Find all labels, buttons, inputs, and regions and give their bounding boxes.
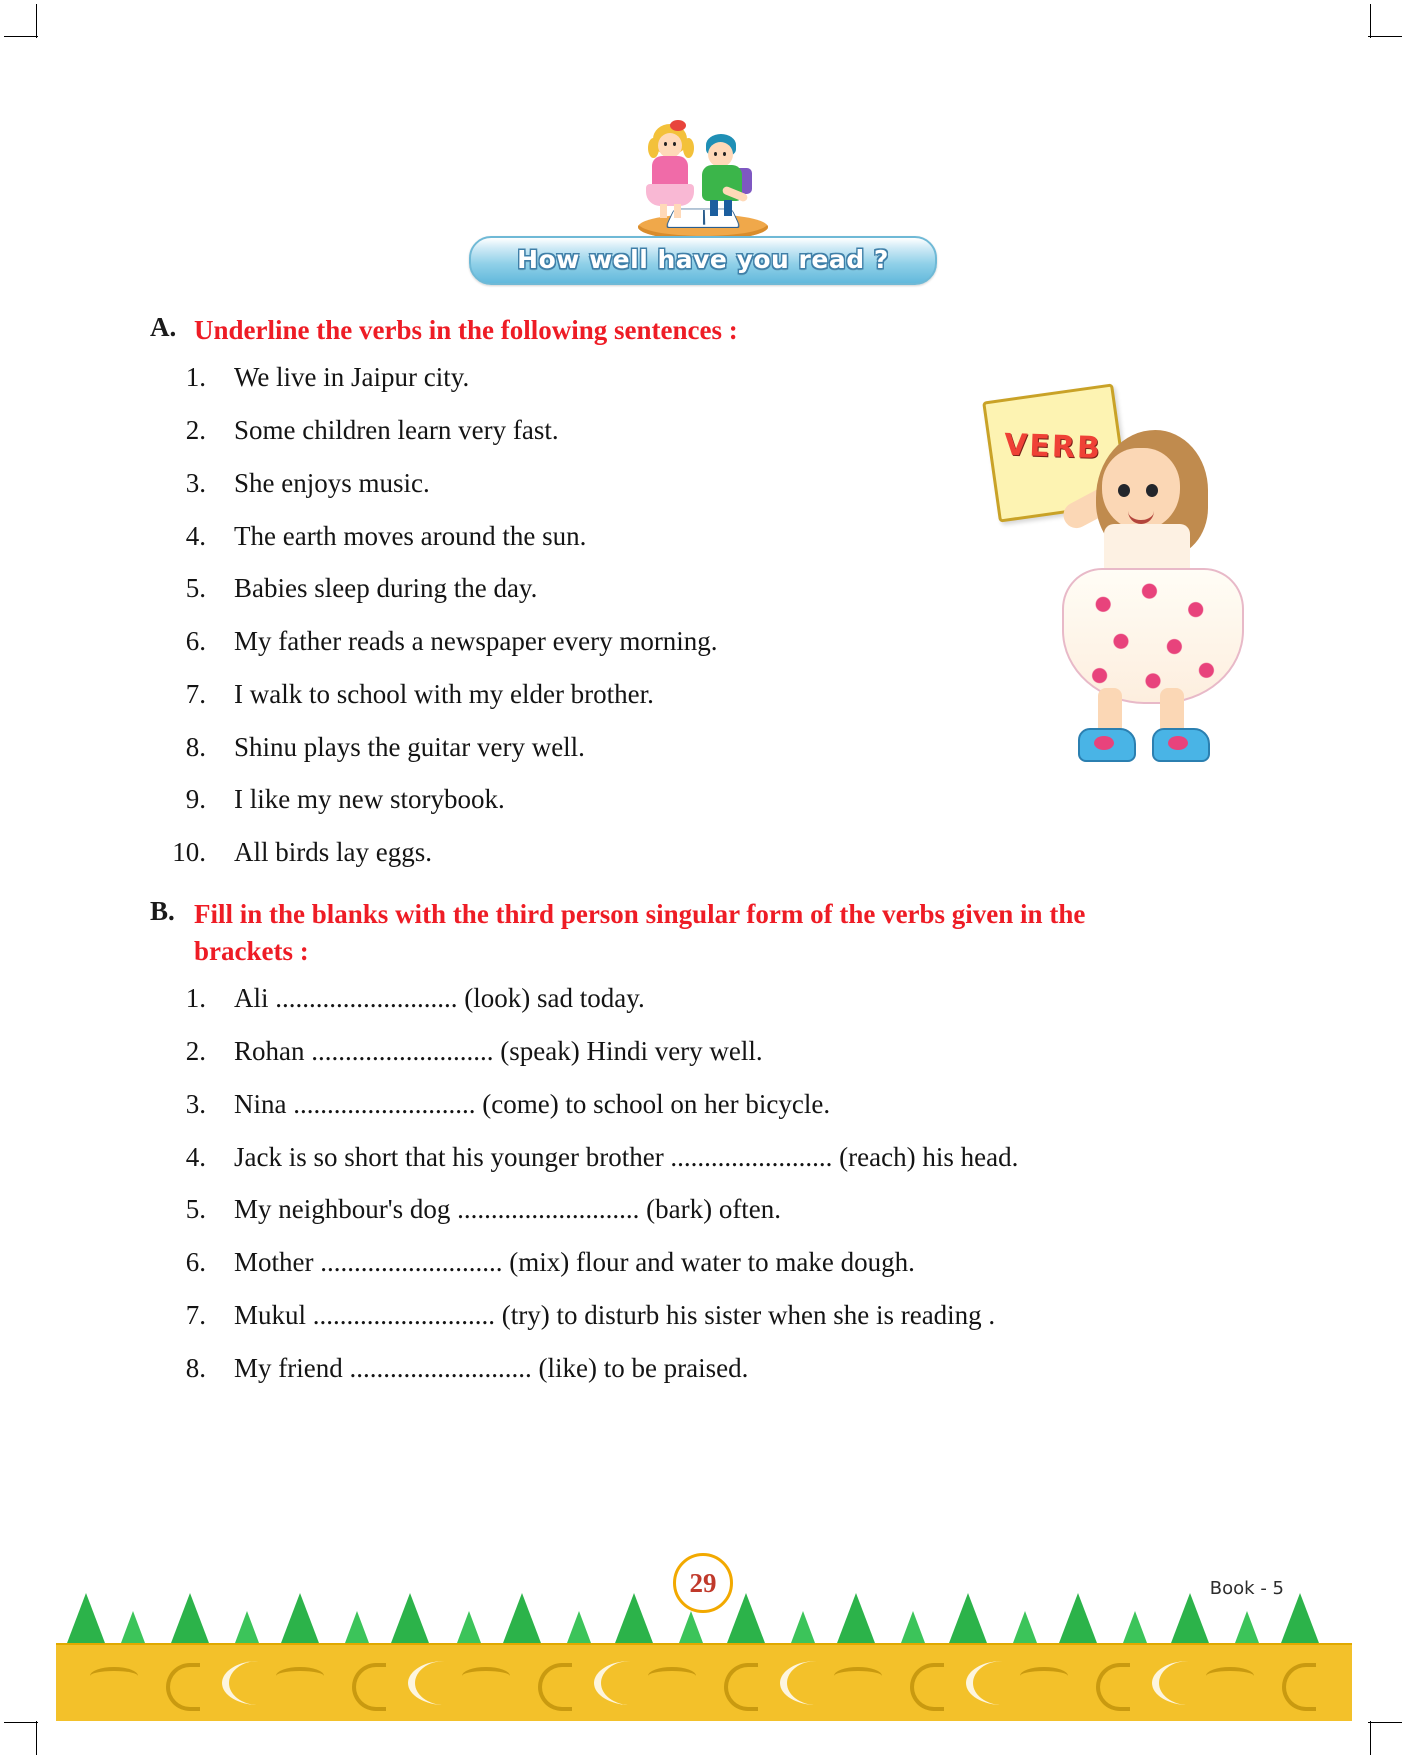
list-item [150, 520, 1260, 554]
item-text: My neighbour's dog ........................... (bark) often. [234, 1194, 782, 1225]
item-text: Shinu plays the guitar very well. [234, 731, 585, 762]
item-number: 4. [185, 520, 206, 551]
list-item [150, 1352, 1260, 1386]
item-text: Some children learn very fast. [234, 415, 559, 445]
page-footer [0, 1561, 1406, 1721]
item-text: I like my new storybook. [234, 784, 505, 815]
list-item [150, 982, 1260, 1016]
item-number: 5. [185, 1194, 206, 1225]
exercise-b-letter: B. [150, 895, 175, 926]
list-item [150, 414, 1260, 448]
tree-row-decoration [56, 1587, 1352, 1651]
list-item [150, 1035, 1260, 1069]
crop-mark-bottom-right-v [1370, 1721, 1371, 1755]
item-number: 1. [185, 983, 206, 1014]
section-header [0, 110, 1406, 285]
exercise-a-letter: A. [150, 312, 177, 342]
crop-mark-top-left-v [36, 4, 37, 38]
item-number: 7. [185, 1299, 206, 1330]
list-item [150, 361, 1260, 395]
item-text: Babies sleep during the day. [234, 573, 538, 604]
crop-mark-bottom-left-h [4, 1722, 38, 1723]
crop-mark-top-right-h [1368, 36, 1402, 37]
list-item [150, 783, 1260, 817]
item-number: 7. [185, 678, 206, 709]
list-item [150, 467, 1260, 501]
boy-character-icon [692, 134, 758, 222]
item-text: Ali ........................... (look) sad today. [234, 983, 645, 1014]
item-number: 9. [185, 784, 206, 815]
banner-title: How well have you read ? [517, 245, 889, 274]
section-banner [469, 236, 937, 285]
item-text: My father reads a newspaper every morning. [234, 626, 718, 656]
item-number: 3. [185, 467, 206, 498]
list-item [150, 1141, 1260, 1175]
item-text: We live in Jaipur city. [234, 362, 470, 393]
item-number: 8. [185, 731, 206, 762]
list-item [150, 1246, 1260, 1280]
item-number: 10. [172, 837, 206, 867]
item-number: 8. [185, 1352, 206, 1383]
list-item [150, 625, 1260, 659]
item-number: 2. [185, 1036, 206, 1066]
item-text: Jack is so short that his younger brother ........................ (reach) his head. [234, 1141, 1019, 1172]
item-text: I walk to school with my elder brother. [234, 678, 654, 709]
item-text: Rohan ........................... (speak) Hindi very well. [234, 1036, 763, 1066]
exercise-section-a [150, 312, 1260, 870]
crop-mark-bottom-left-v [36, 1721, 37, 1755]
book-label: Book - 5 [1209, 1578, 1284, 1599]
crop-mark-top-right-v [1370, 4, 1371, 38]
item-number: 6. [185, 626, 206, 656]
exercise-content [150, 312, 1260, 1404]
list-item [150, 1193, 1260, 1227]
kids-reading-illustration [618, 110, 788, 250]
list-item [150, 1299, 1260, 1333]
list-item [150, 678, 1260, 712]
exercise-a-list [150, 361, 1260, 870]
item-text: She enjoys music. [234, 467, 430, 498]
item-number: 1. [185, 362, 206, 393]
exercise-a-title: Underline the verbs in the following sentences : [194, 315, 738, 345]
exercise-b-list [150, 982, 1260, 1385]
item-number: 6. [185, 1247, 206, 1277]
item-number: 2. [185, 415, 206, 445]
item-number: 4. [185, 1141, 206, 1172]
item-text: Nina ........................... (come) to school on her bicycle. [234, 1088, 831, 1119]
item-number: 5. [185, 573, 206, 604]
exercise-a-heading [150, 312, 1260, 349]
list-item [150, 836, 1260, 870]
item-text: My friend ........................... (like) to be praised. [234, 1352, 749, 1383]
ground-strip-decoration [56, 1643, 1352, 1721]
item-text: Mukul ........................... (try) to disturb his sister when she is reading . [234, 1299, 996, 1330]
item-text: Mother ........................... (mix) flour and water to make dough. [234, 1247, 915, 1277]
page-number-badge: 29 [673, 1553, 733, 1613]
item-text: The earth moves around the sun. [234, 520, 587, 551]
verb-placard-text: VERB [1003, 427, 1103, 467]
item-text: All birds lay eggs. [234, 837, 432, 867]
list-item [150, 1088, 1260, 1122]
exercise-b-heading [150, 896, 1260, 971]
crop-mark-bottom-right-h [1368, 1722, 1402, 1723]
list-item [150, 572, 1260, 606]
list-item [150, 731, 1260, 765]
exercise-section-b [150, 896, 1260, 1386]
exercise-b-title: Fill in the blanks with the third person singular form of the verbs given in the brackets : [194, 898, 1086, 966]
crop-mark-top-left-h [4, 36, 38, 37]
item-number: 3. [185, 1088, 206, 1119]
